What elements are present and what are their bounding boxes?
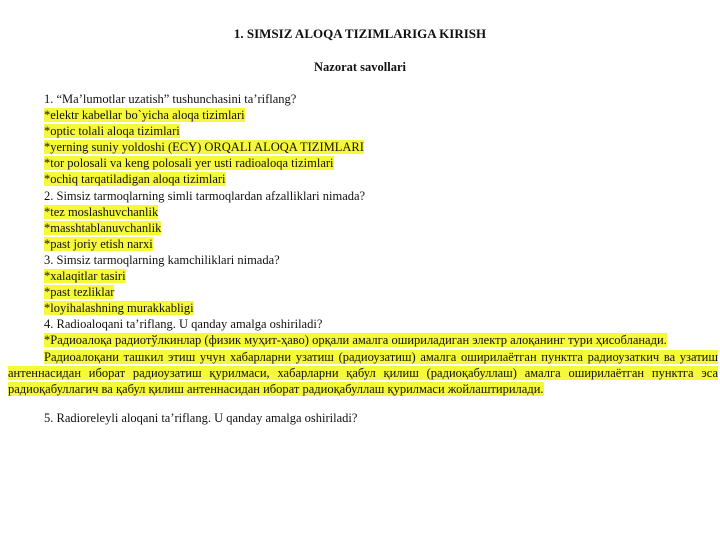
question-1: 1. “Ma’lumotlar uzatish” tushunchasini ta’riflang? <box>44 92 297 106</box>
answer-1-4: *tor polosali va keng polosali yer usti radioaloqa tizimlari <box>44 156 334 171</box>
question-2: 2. Simsiz tarmoqlarning simli tarmoqlardan afzalliklari nimada? <box>44 188 366 203</box>
document-subtitle: Nazorat savollari <box>314 60 406 74</box>
answer-1-5: *ochiq tarqatiladigan aloqa tizimlari <box>44 172 226 187</box>
answer-3-1: *xalaqitlar tasiri <box>44 269 126 284</box>
answer-1-1: *elektr kabellar bo`yicha aloqa tizimlari <box>44 108 245 123</box>
answer-3-2: *past tezliklar <box>44 285 115 300</box>
question-4: 4. Radioaloqani ta’riflang. U qanday amalga oshiriladi? <box>44 317 323 332</box>
answer-3-3: *loyihalashning murakkabligi <box>44 301 194 316</box>
question-3: 3. Simsiz tarmoqlarning kamchiliklari nimada? <box>44 252 280 267</box>
question-5: 5. Radioreleyli aloqani ta’riflang. U qanday amalga oshiriladi? <box>44 410 358 425</box>
answer-2-2: *masshtablanuvchanlik <box>44 220 162 235</box>
document-body <box>0 91 720 426</box>
document-title: 1. SIMSIZ ALOQA TIZIMLARIGA KIRISH <box>233 26 487 41</box>
answer-2-3: *past joriy etish narxi <box>44 236 153 251</box>
answer-1-2: *optic tolali aloqa tizimlari <box>44 124 180 139</box>
answer-4-paragraph-1: *Радиоалоқа радиотўлкинлар (физик муҳит-ҳаво) орқали амалга ошириладиган электр алоқанинг тури ҳисобланади. <box>44 333 667 348</box>
answer-2-1: *tez moslashuvchanlik <box>44 204 159 219</box>
answer-1-3: *yerning suniy yoldoshi (ECY) ORQALI ALOQA TIZIMLARI <box>44 140 364 155</box>
answer-4-paragraph-2: Радиоалоқани ташкил этиш учун хабарларни узатиш (радиоузатиш) амалга оширилаётган пунктга радиоузаткич ва узатиш антеннасидан иборат радиоузатиш қурилмаси, хабарларни қабул қилиш (радиоқабуллаш) амалга оширилаётган пунктга эса радиоқабуллагич ва қабул қилиш антеннасидан иборат радиоқабуллаш қурилмаси жойлаштирилади. <box>8 349 718 396</box>
